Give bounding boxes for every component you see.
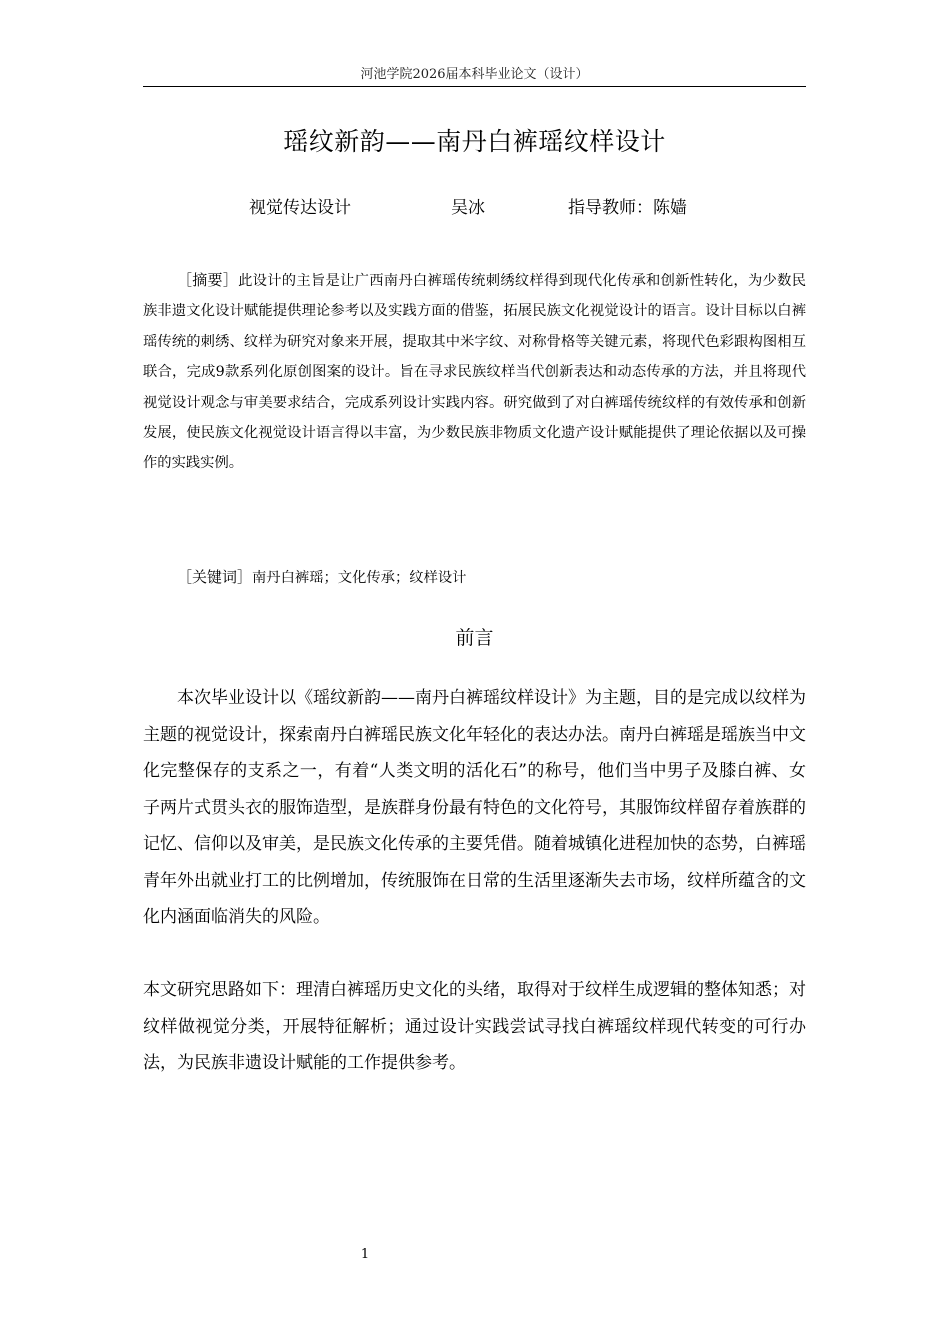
abstract-label: ［摘要］	[177, 271, 239, 289]
keywords	[177, 565, 806, 590]
abstract-text: 此设计的主旨是让广西南丹白裤瑶传统刺绣纹样得到现代化传承和创新性转化，为少数民族非遗文化设计赋能提供理论参考以及实践方面的借鉴，拓展民族文化视觉设计的语言。设计目标以白裤瑶传统的刺绣、纹样为研究对象来开展，提取其中米字纹、对称骨格等关键元素，将现代色彩跟构图相互联合，完成9款系列化原创图案的设计。旨在寻求民族纹样当代创新表达和动态传承的方法，并且将现代视觉设计观念与审美要求结合，完成系列设计实践内容。研究做到了对白裤瑶传统纹样的有效传承和创新发展，使民族文化视觉设计语言得以丰富，为少数民族非物质文化遗产设计赋能提供了理论依据以及可操作的实践实例。	[143, 273, 806, 472]
header-rule	[143, 86, 806, 87]
body-paragraph: 本次毕业设计以《瑶纹新韵——南丹白裤瑶纹样设计》为主题，目的是完成以纹样为主题的视觉设计，探索南丹白裤瑶民族文化年轻化的表达办法。南丹白裤瑶是瑶族当中文化完整保存的支系之一，有着“人类文明的活化石”的称号，他们当中男子及膝白裤、女子两片式贯头衣的服饰造型，是族群身份最有特色的文化符号，其服饰纹样留存着族群的记忆、信仰以及审美，是民族文化传承的主要凭借。随着城镇化进程加快的态势，白裤瑶青年外出就业打工的比例增加，传统服饰在日常的生活里逐渐失去市场，纹样所蕴含的文化内涵面临消失的风险。	[143, 688, 806, 927]
byline-author: 吴冰	[451, 198, 485, 218]
byline-major: 视觉传达设计	[249, 198, 351, 218]
keywords-label: ［关键词］	[177, 568, 253, 586]
section-heading: 前言	[455, 627, 494, 649]
keywords-text: 南丹白裤瑶；文化传承；纹样设计	[252, 570, 467, 586]
page-number: 1	[360, 1247, 370, 1262]
byline-advisor: 指导教师：陈嫱	[568, 198, 687, 218]
body-paragraph: 本文研究思路如下：理清白裤瑶历史文化的头绪，取得对于纹样生成逻辑的整体知悉；对纹样做视觉分类，开展特征解析；通过设计实践尝试寻找白裤瑶纹样现代转变的可行办法，为民族非遗设计赋能的工作提供参考。	[143, 980, 806, 1073]
running-header: 河池学院2026届本科毕业论文（设计）	[360, 67, 589, 82]
abstract	[143, 265, 806, 479]
paper-title: 瑶纹新韵——南丹白裤瑶纹样设计	[283, 127, 666, 156]
